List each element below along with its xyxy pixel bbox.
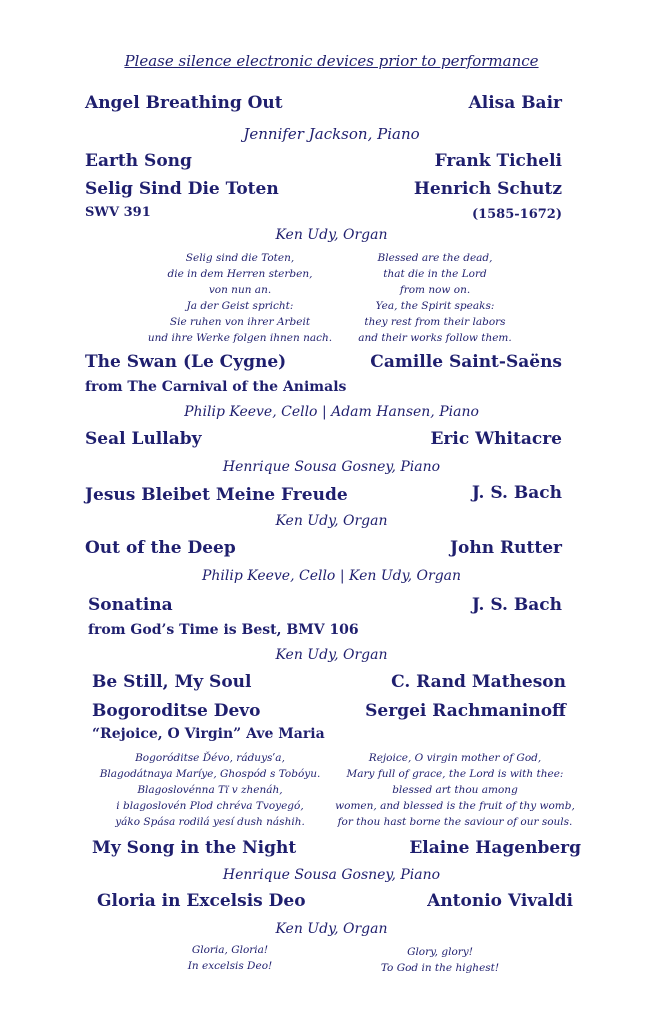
lyric-line: Yea, the Spirit speaks: [375,300,495,312]
composer-name: Henrich Schutz [413,179,562,199]
lyrics-original [130,250,350,346]
composer-name: Eric Whitacre [430,429,562,449]
performer-credit: Ken Udy, Organ [275,513,388,529]
composer-name: J. S. Bach [471,483,562,503]
composer-name: Camille Saint-Saëns [370,352,562,372]
lyric-line: they rest from their labors [364,316,506,328]
lyric-line: Glory, glory! [407,946,473,958]
lyric-line: yáko Spása rodilá yesí dush náshih. [115,816,305,828]
lyric-line: Gloria, Gloria! [191,944,269,956]
composer-name: Sergei Rachmaninoff [365,701,566,721]
lyric-line: Bogoróditse Ďévo, ráduysʹa, [135,752,285,764]
composer-name: Antonio Vivaldi [427,891,573,911]
lyric-line: Mary full of grace, the Lord is with thee: [346,768,564,780]
lyric-line: Sie ruhen von ihrer Arbeit [169,316,311,328]
piece-title: Selig Sind Die Toten [85,179,279,199]
lyric-line: Rejoice, O virgin mother of God, [368,752,542,764]
composer-dates: (1585-1672) [471,207,562,222]
performer-credit: Philip Keeve, Cello | Ken Udy, Organ [201,568,462,584]
lyrics-translation [335,250,535,346]
piece-title: My Song in the Night [92,838,297,858]
lyric-line: Blagoslovénna Tï v zhenáh, [137,784,283,796]
piece-title: The Swan (Le Cygne) [85,352,287,372]
piece-subtitle: “Rejoice, O Virgin” Ave Maria [92,726,325,742]
composer-name: J. S. Bach [471,595,562,615]
lyric-line: for thou hast borne the saviour of our souls. [337,816,573,828]
lyric-line: i blagoslovén Plod chréva Tvoyegó, [116,800,304,812]
lyric-line: und ihre Werke folgen ihnen nach. [147,332,333,344]
piece-title: Bogoroditse Devo [92,701,261,721]
piece-title: Gloria in Excelsis Deo [97,891,306,911]
piece-subtitle: from God’s Time is Best, BMV 106 [88,622,359,638]
piece-title: Be Still, My Soul [92,672,252,692]
piece-subtitle: SWV 391 [85,205,151,220]
lyric-line: To God in the highest! [380,962,500,974]
lyrics-translation [360,944,520,976]
composer-name: C. Rand Matheson [391,672,566,692]
piece-title: Jesus Bleibet Meine Freude [85,485,348,505]
lyric-line: blessed art thou among [392,784,518,796]
composer-name: Elaine Hagenberg [409,838,581,858]
lyric-line: von nun an. [208,284,272,296]
lyric-line: that die in the Lord [383,268,487,280]
lyric-line: Selig sind die Toten, [185,252,295,264]
lyric-line: Blessed are the dead, [377,252,493,264]
performer-credit: Philip Keeve, Cello | Adam Hansen, Piano [184,404,479,420]
lyric-line: women, and blessed is the fruit of thy womb, [335,800,575,812]
composer-name: Frank Ticheli [434,151,562,171]
composer-name: Alisa Bair [468,93,562,113]
performer-credit: Jennifer Jackson, Piano [243,125,420,143]
performer-credit: Henrique Sousa Gosney, Piano [222,459,441,475]
lyric-line: from now on. [399,284,471,296]
piece-title: Angel Breathing Out [85,93,283,113]
performer-credit: Ken Udy, Organ [275,227,388,243]
lyric-line: and their works follow them. [358,332,512,344]
lyric-line: Ja der Geist spricht: [186,300,294,312]
piece-title: Seal Lullaby [85,429,202,449]
lyric-line: Blagodátnaya Maríye, Ghospód s Tobóyu. [99,768,321,780]
performer-credit: Henrique Sousa Gosney, Piano [222,867,441,883]
piece-title: Earth Song [85,151,192,171]
composer-name: John Rutter [450,538,562,558]
lyrics-original [160,942,300,974]
performer-credit: Ken Udy, Organ [275,921,388,937]
device-notice: Please silence electronic devices prior to performance [124,52,539,70]
lyrics-translation [330,750,580,830]
piece-title: Out of the Deep [85,538,236,558]
lyric-line: In excelsis Deo! [187,960,273,972]
lyric-line: die in dem Herren sterben, [167,268,313,280]
piece-subtitle: from The Carnival of the Animals [85,379,347,395]
lyrics-original [85,750,335,830]
performer-credit: Ken Udy, Organ [275,647,388,663]
piece-title: Sonatina [88,595,173,615]
